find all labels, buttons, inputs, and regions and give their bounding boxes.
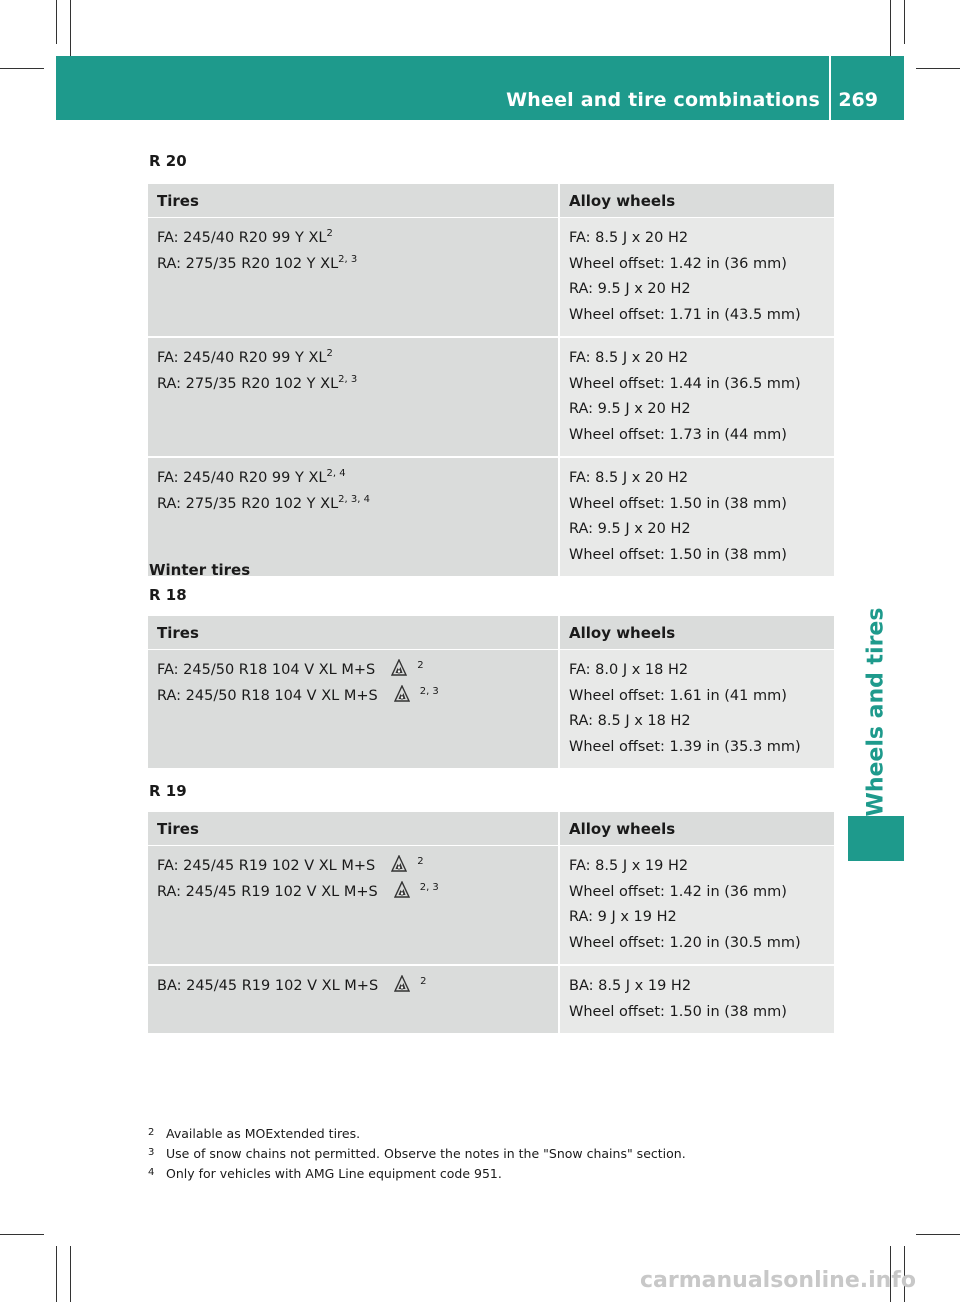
tire-spec — [157, 880, 549, 906]
footnote-ref: 2 — [417, 660, 424, 671]
section-heading: R 19 — [149, 782, 187, 800]
tire-cell — [148, 338, 560, 458]
table-row — [148, 458, 834, 578]
wheel-spec: FA: 8.0 J x 18 H2 — [569, 662, 689, 678]
footnote-ref: 2, 3 — [338, 253, 358, 265]
tire-spec-text: FA: 245/50 R18 104 V XL M+S — [157, 662, 376, 678]
page-number: 269 — [838, 89, 878, 111]
table-header-row — [148, 812, 834, 846]
tire-spec — [157, 226, 549, 252]
side-tab-marker — [848, 816, 904, 861]
tire-spec-text: FA: 245/45 R19 102 V XL M+S — [157, 858, 376, 874]
tire-table — [148, 616, 834, 770]
tire-spec — [157, 974, 549, 1000]
tire-spec-text: RA: 245/50 R18 104 V XL M+S — [157, 687, 378, 704]
tire-spec-text: RA: 275/35 R20 102 Y XL — [157, 495, 339, 512]
tire-spec-text: FA: 245/40 R20 99 Y XL — [157, 230, 327, 246]
header-divider — [829, 56, 831, 120]
crop-mark — [70, 1246, 71, 1302]
watermark: carmanualsonline.info — [640, 1268, 916, 1293]
snowflake-mountain-icon — [394, 881, 410, 899]
snowflake-mountain-icon — [394, 685, 410, 703]
wheel-spec: RA: 9.5 J x 20 H2 — [569, 401, 691, 417]
table-row — [148, 846, 834, 966]
tire-cell — [148, 458, 560, 578]
tire-spec — [157, 658, 549, 684]
side-tab-label: Wheels and tires — [863, 607, 889, 817]
crop-mark — [70, 0, 71, 56]
footnote-number: 3 — [148, 1147, 155, 1158]
snowflake-mountain-icon — [391, 855, 407, 873]
footnote-text: Only for vehicles with AMG Line equipment code 951. — [166, 1166, 502, 1181]
wheel-spec: Wheel offset: 1.50 in (38 mm) — [569, 546, 787, 563]
tire-spec — [157, 252, 549, 278]
table-header-row — [148, 616, 834, 650]
snowflake-mountain-icon — [391, 659, 407, 677]
footnote-text: Use of snow chains not permitted. Observe the notes in the "Snow chains" section. — [166, 1146, 686, 1161]
wheel-spec: Wheel offset: 1.50 in (38 mm) — [569, 1003, 787, 1020]
page-header-title: Wheel and tire combinations — [506, 89, 820, 111]
tire-spec — [157, 372, 549, 398]
crop-mark — [916, 68, 960, 69]
tire-spec-text: RA: 275/35 R20 102 Y XL — [157, 375, 339, 392]
footnote-ref: 2, 3 — [419, 685, 439, 697]
wheel-spec: Wheel offset: 1.73 in (44 mm) — [569, 426, 787, 443]
wheel-spec: Wheel offset: 1.50 in (38 mm) — [569, 495, 787, 512]
column-header-wheels: Alloy wheels — [560, 812, 834, 846]
footnote-ref: 2 — [326, 348, 333, 359]
wheel-spec: RA: 9.5 J x 20 H2 — [569, 521, 691, 537]
column-header-wheels: Alloy wheels — [560, 184, 834, 218]
tire-spec-text: FA: 245/40 R20 99 Y XL — [157, 470, 327, 486]
column-header-tires: Tires — [148, 616, 560, 650]
footnote-ref: 2, 4 — [326, 468, 346, 479]
snowflake-mountain-icon — [394, 975, 410, 993]
footnote — [148, 1146, 686, 1161]
table-header-row — [148, 184, 834, 218]
tire-spec-text: BA: 245/45 R19 102 V XL M+S — [157, 978, 379, 994]
crop-mark — [0, 68, 44, 69]
crop-mark — [916, 1234, 960, 1235]
tire-spec-text: FA: 245/40 R20 99 Y XL — [157, 350, 327, 366]
wheel-spec: FA: 8.5 J x 20 H2 — [569, 350, 689, 366]
wheel-spec: Wheel offset: 1.39 in (35.3 mm) — [569, 738, 801, 755]
wheel-spec: Wheel offset: 1.20 in (30.5 mm) — [569, 934, 801, 951]
crop-mark — [890, 0, 891, 56]
wheel-spec: FA: 8.5 J x 20 H2 — [569, 230, 689, 246]
footnote-ref: 2, 3 — [338, 373, 358, 385]
column-header-tires: Tires — [148, 812, 560, 846]
wheel-spec: Wheel offset: 1.42 in (36 mm) — [569, 255, 787, 272]
crop-mark — [0, 1234, 44, 1235]
tire-table — [148, 184, 834, 578]
wheel-spec: Wheel offset: 1.71 in (43.5 mm) — [569, 306, 801, 323]
wheel-spec: RA: 8.5 J x 18 H2 — [569, 713, 691, 729]
tire-spec — [157, 346, 549, 372]
tire-spec — [157, 492, 549, 518]
wheel-spec: RA: 9 J x 19 H2 — [569, 909, 677, 925]
tire-spec-text: RA: 275/35 R20 102 Y XL — [157, 255, 339, 272]
tire-cell — [148, 966, 560, 1035]
footnote-number: 4 — [148, 1167, 155, 1178]
crop-mark — [56, 1246, 57, 1302]
wheel-cell — [560, 966, 834, 1035]
page-header — [56, 56, 904, 120]
footnote-ref: 2, 3 — [419, 881, 439, 893]
wheel-cell — [560, 458, 834, 578]
wheel-spec: Wheel offset: 1.42 in (36 mm) — [569, 883, 787, 900]
tire-spec — [157, 684, 549, 710]
table-row — [148, 218, 834, 338]
footnote-ref: 2 — [326, 228, 333, 239]
wheel-cell — [560, 846, 834, 966]
section-pre-heading: Winter tires — [149, 561, 251, 579]
column-header-tires: Tires — [148, 184, 560, 218]
footnote-ref: 2 — [417, 856, 424, 867]
crop-mark — [904, 0, 905, 44]
tire-cell — [148, 650, 560, 770]
wheel-spec: Wheel offset: 1.44 in (36.5 mm) — [569, 375, 801, 392]
footnote-number: 2 — [148, 1127, 155, 1138]
table-row — [148, 650, 834, 770]
section-heading: R 20 — [149, 152, 187, 170]
wheel-cell — [560, 650, 834, 770]
tire-cell — [148, 846, 560, 966]
table-row — [148, 966, 834, 1035]
section-heading: R 18 — [149, 586, 187, 604]
wheel-spec: FA: 8.5 J x 20 H2 — [569, 470, 689, 486]
crop-mark — [56, 0, 57, 44]
tire-table — [148, 812, 834, 1035]
wheel-spec: RA: 9.5 J x 20 H2 — [569, 281, 691, 297]
wheel-cell — [560, 338, 834, 458]
footnote-ref: 2 — [420, 976, 427, 987]
wheel-spec: FA: 8.5 J x 19 H2 — [569, 858, 689, 874]
column-header-wheels: Alloy wheels — [560, 616, 834, 650]
tire-cell — [148, 218, 560, 338]
tire-spec — [157, 466, 549, 492]
footnote-text: Available as MOExtended tires. — [166, 1126, 361, 1141]
footnote-ref: 2, 3, 4 — [338, 493, 370, 505]
tire-spec-text: RA: 245/45 R19 102 V XL M+S — [157, 883, 378, 900]
tire-spec — [157, 854, 549, 880]
wheel-spec: Wheel offset: 1.61 in (41 mm) — [569, 687, 787, 704]
wheel-cell — [560, 218, 834, 338]
footnote — [148, 1166, 502, 1181]
wheel-spec: BA: 8.5 J x 19 H2 — [569, 978, 692, 994]
table-row — [148, 338, 834, 458]
footnote — [148, 1126, 360, 1141]
